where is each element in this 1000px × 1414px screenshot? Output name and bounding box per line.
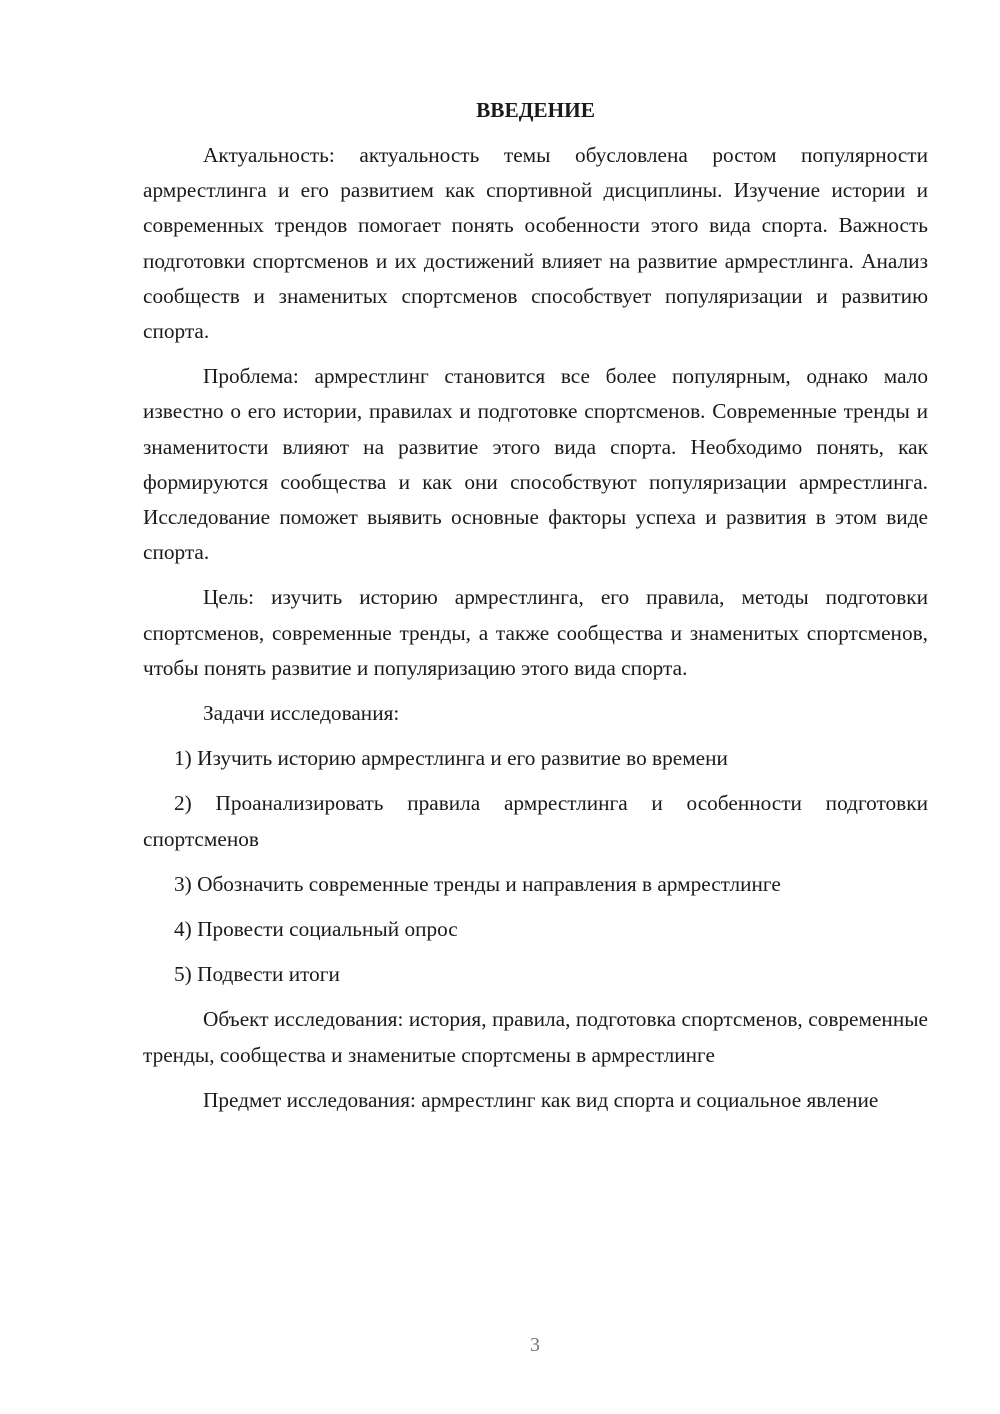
subject-paragraph: Предмет исследования: армрестлинг как вид спорта и социальное явление bbox=[203, 1087, 879, 1112]
object-paragraph: Объект исследования: история, правила, подготовка спортсменов, современные тренды, сообщества и знаменитые спортсмены в армрестлинге bbox=[143, 1007, 928, 1067]
tasks-heading: Задачи исследования: bbox=[203, 701, 400, 726]
document-page bbox=[143, 92, 928, 1128]
task-item-2: 2) Проанализировать правила армрестлинга и особенности подготовки спортсменов bbox=[143, 791, 928, 851]
problem-paragraph: Проблема: армрестлинг становится все более популярным, однако мало известно о его истории, правилах и подготовке спортсменов. Современные тренды и знаменитости влияют на развитие этого вида спорта. Необходимо понять, как формируются сообщества и как они способствуют популяризации армрестлинга. Исследование поможет выявить основные факторы успеха и развития в этом виде спорта. bbox=[143, 364, 928, 565]
task-item-5: 5) Подвести итоги bbox=[174, 962, 340, 987]
section-title: ВВЕДЕНИЕ bbox=[476, 98, 595, 122]
task-item-3: 3) Обозначить современные тренды и направления в армрестлинге bbox=[174, 871, 781, 896]
task-item-1: 1) Изучить историю армрестлинга и его развитие во времени bbox=[174, 746, 728, 771]
goal-paragraph: Цель: изучить историю армрестлинга, его правила, методы подготовки спортсменов, современные тренды, а также сообщества и знаменитых спортсменов, чтобы понять развитие и популяризацию этого вида спорта. bbox=[143, 585, 928, 680]
page-number: 3 bbox=[530, 1334, 540, 1356]
task-item-4: 4) Провести социальный опрос bbox=[174, 917, 458, 942]
relevance-paragraph: Актуальность: актуальность темы обусловлена ростом популярности армрестлинга и его развитием как спортивной дисциплины. Изучение истории и современных трендов помогает понять особенности этого вида спорта. Важность подготовки спортсменов и их достижений влияет на развитие армрестлинга. Анализ сообществ и знаменитых спортсменов способствует популяризации и развитию спорта. bbox=[143, 143, 928, 344]
